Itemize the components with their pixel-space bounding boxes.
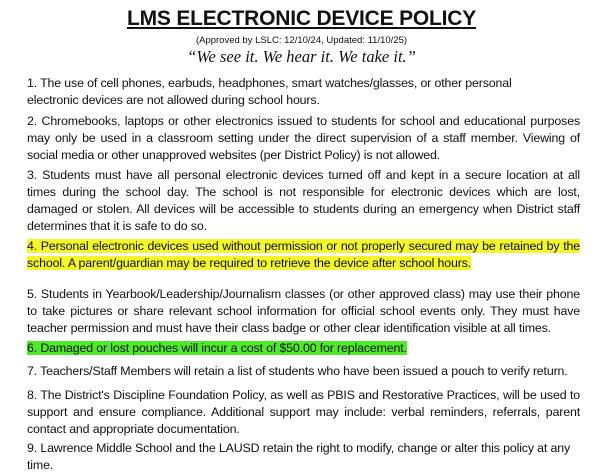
highlighted-text: 6. Damaged or lost pouches will incur a cost of $50.00 for replacement. (27, 341, 407, 355)
approval-dates: (Approved by LSLC: 12/10/24, Updated: 11/10/25) (195, 35, 408, 46)
page-title: LMS ELECTRONIC DEVICE POLICY (126, 7, 477, 30)
policy-item-7: 7. Teachers/Staff Members will retain a list of students who have been issued a pouch to verify return. (27, 364, 568, 378)
motto: “We see it. We hear it. We take it.” (187, 47, 416, 66)
policy-item-8: 8. The District's Discipline Foundation Policy, as well as PBIS and Restorative Practices, will be used to support and ensure compliance. Additional support may include: verbal reminders, referrals, parent contact and appropriate documentation. (27, 388, 580, 436)
policy-item-9: 9. Lawrence Middle School and the LAUSD retain the right to modify, change or alter this policy at any time. (27, 441, 571, 472)
policy-item-3: 3. Students must have all personal electronic devices turned off and kept in a secure location at all times during the school day. The school is not responsible for electronic devices which are lost, damaged or stolen. All devices will be accessible to students during an emergency when District staff determines that it is safe to do so. (27, 168, 580, 233)
policy-item-4 (27, 238, 580, 272)
policy-item-6 (27, 340, 580, 357)
policy-item-1: 1. The use of cell phones, earbuds, headphones, smart watches/glasses, or other personal electronic devices are not allowed during school hours. (27, 76, 512, 107)
policy-item-5: 5. Students in Yearbook/Leadership/Journalism classes (or other approved class) may use their phone to take pictures or share relevant school information for official school events only. They must have teacher permission and must have their class badge or other clear identification visible at all times. (27, 287, 580, 335)
policy-item-2: 2. Chromebooks, laptops or other electronics issued to students for school and educational purposes may only be used in a classroom setting under the direct supervision of a staff member. Viewing of social media or other unapproved websites (per District Policy) is not allowed. (27, 114, 580, 162)
highlighted-text: 4. Personal electronic devices used without permission or not properly secured may be retained by the school. A parent/guardian may be required to retrieve the device after school hours. (27, 239, 580, 270)
